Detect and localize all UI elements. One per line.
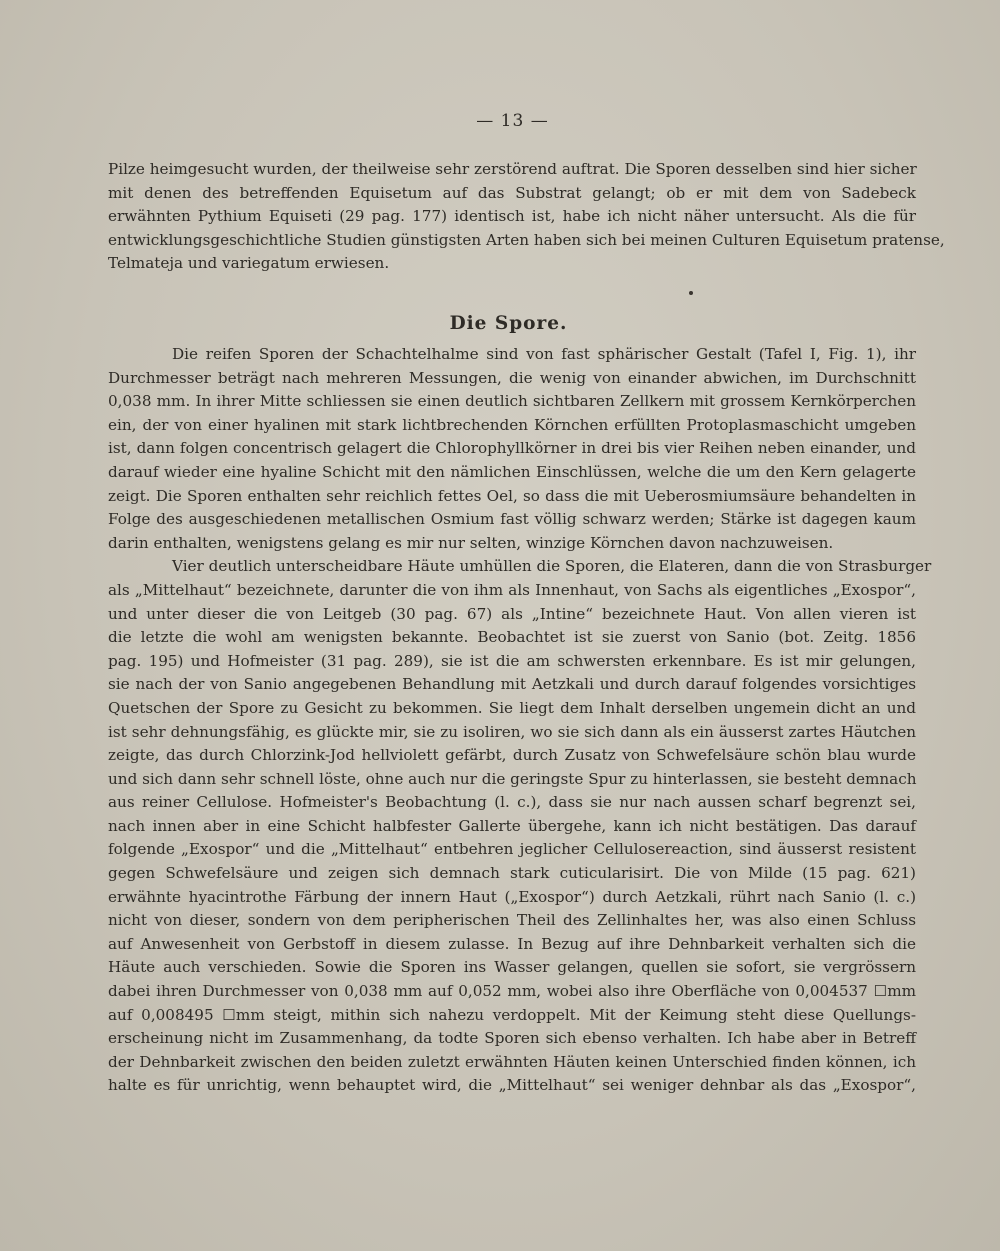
text-line: ist sehr dehnungsfähig, es glückte mir, sie zu isoliren, wo sie sich dann als ein äusserst zartes Häutchen <box>108 722 916 741</box>
text-line: zeigte, das durch Chlorzink-Jod hellviolett gefärbt, durch Zusatz von Schwefelsäure schön blau wurde <box>108 746 916 765</box>
text-line: pag. 195) und Hofmeister (31 pag. 289), sie ist die am schwersten erkennbare. Es ist mir gelungen, <box>108 651 916 670</box>
text-line: auf 0,008495 ☐mm steigt, mithin sich nahezu verdoppelt. Mit der Keimung steht diese Quellungs- <box>108 1005 916 1024</box>
text-line: als „Mittelhaut“ bezeichnete, darunter die von ihm als Innenhaut, von Sachs als eigentliches „Exospor“, <box>108 580 916 599</box>
text-line: Vier deutlich unterscheidbare Häute umhüllen die Sporen, die Elateren, dann die von Strasburger <box>172 557 932 576</box>
text-line: darin enthalten, wenigstens gelang es mir nur selten, winzige Körnchen davon nachzuweisen. <box>108 533 834 552</box>
text-line: entwicklungsgeschichtliche Studien günstigsten Arten haben sich bei meinen Culturen Equisetum pratense, <box>108 230 945 249</box>
text-line: der Dehnbarkeit zwischen den beiden zuletzt erwähnten Häuten keinen Unterschied finden können, ich <box>108 1052 916 1071</box>
text-line: Durchmesser beträgt nach mehreren Messungen, die wenig von einander abwichen, im Durchschnitt <box>108 368 916 387</box>
text-line: erscheinung nicht im Zusammenhang, da todte Sporen sich ebenso verhalten. Ich habe aber in Betreff <box>108 1029 916 1048</box>
text-line: 0,038 mm. In ihrer Mitte schliessen sie einen deutlich sichtbaren Zellkern mit grossem Kernkörperchen <box>108 392 916 411</box>
text-line: zeigt. Die Sporen enthalten sehr reichlich fettes Oel, so dass die mit Ueberosmiumsäure behandelten in <box>108 486 916 505</box>
text-line: ein, der von einer hyalinen mit stark lichtbrechenden Körnchen erfüllten Protoplasmaschicht umgeben <box>108 415 916 434</box>
text-line: nach innen aber in eine Schicht halbfester Gallerte übergehe, kann ich nicht bestätigen. Das darauf <box>108 816 916 835</box>
text-line: nicht von dieser, sondern von dem peripherischen Theil des Zellinhaltes her, was also einen Schluss <box>108 911 916 930</box>
text-line: aus reiner Cellulose. Hofmeister's Beobachtung (l. c.), dass sie nur nach aussen scharf begrenzt sei, <box>108 793 916 812</box>
text-line: auf Anwesenheit von Gerbstoff in diesem zulasse. In Bezug auf ihre Dehnbarkeit verhalten sich die <box>108 934 916 953</box>
text-line: halte es für unrichtig, wenn behauptet wird, die „Mittelhaut“ sei weniger dehnbar als das „Exospor“, <box>108 1076 916 1095</box>
text-line: Folge des ausgeschiedenen metallischen Osmium fast völlig schwarz werden; Stärke ist dagegen kaum <box>108 510 916 529</box>
text-line: ist, dann folgen concentrisch gelagert die Chlorophyllkörner in drei bis vier Reihen neben einander, und <box>108 439 916 458</box>
text-line: Pilze heimgesucht wurden, der theilweise sehr zerstörend auftrat. Die Sporen desselben sind hier sicher <box>108 160 917 178</box>
text-line: die letzte die wohl am wenigsten bekannte. Beobachtet ist sie zuerst von Sanio (bot. Zeitg. 1856 <box>108 628 916 647</box>
text-line: und unter dieser die von Leitgeb (30 pag. 67) als „Intine“ bezeichnete Haut. Von allen vieren ist <box>108 604 916 623</box>
text-line: Telmateja und variegatum erwiesen. <box>108 254 390 273</box>
text-line: gegen Schwefelsäure und zeigen sich demnach stark cuticularisirt. Die von Milde (15 pag. 621) <box>108 864 916 883</box>
section-heading: Die Spore. <box>449 313 568 334</box>
text-line: Die reifen Sporen der Schachtelhalme sind von fast sphärischer Gestalt (Tafel I, Fig. 1), ihr <box>172 345 916 363</box>
intro-paragraph <box>108 158 945 276</box>
text-line: folgende „Exospor“ und die „Mittelhaut“ entbehren jeglicher Cellulosereaction, sind äusserst resistent <box>108 840 916 859</box>
text-line: und sich dann sehr schnell löste, ohne auch nur die geringste Spur zu hinterlassen, sie besteht demnach <box>108 769 917 788</box>
text-line: Quetschen der Spore zu Gesicht zu bekommen. Sie liegt dem Inhalt derselben ungemein dicht an und <box>108 698 916 717</box>
text-line: Häute auch verschieden. Sowie die Sporen ins Wasser gelangen, quellen sie sofort, sie vergrössern <box>108 958 916 977</box>
page-number: — 13 — <box>476 111 549 131</box>
text-line: mit denen des betreffenden Equisetum auf das Substrat gelangt; ob er mit dem von Sadebeck <box>108 183 916 202</box>
text-line: erwähnten Pythium Equiseti (29 pag. 177) identisch ist, habe ich nicht näher untersucht. Als die für <box>108 207 916 226</box>
paper-speck <box>689 291 693 295</box>
text-line: sie nach der von Sanio angegebenen Behandlung mit Aetzkali und durch darauf folgendes vorsichtiges <box>108 675 916 694</box>
body-text <box>108 343 932 1098</box>
text-line: erwähnte hyacintrothe Färbung der innern Haut („Exospor“) durch Aetzkali, rührt nach Sanio (l. c.) <box>108 887 916 906</box>
text-line: darauf wieder eine hyaline Schicht mit den nämlichen Einschlüssen, welche die um den Kern gelagerte <box>108 462 916 481</box>
text-line: dabei ihren Durchmesser von 0,038 mm auf 0,052 mm, wobei also ihre Oberfläche von 0,004537 ☐mm <box>108 982 916 1001</box>
